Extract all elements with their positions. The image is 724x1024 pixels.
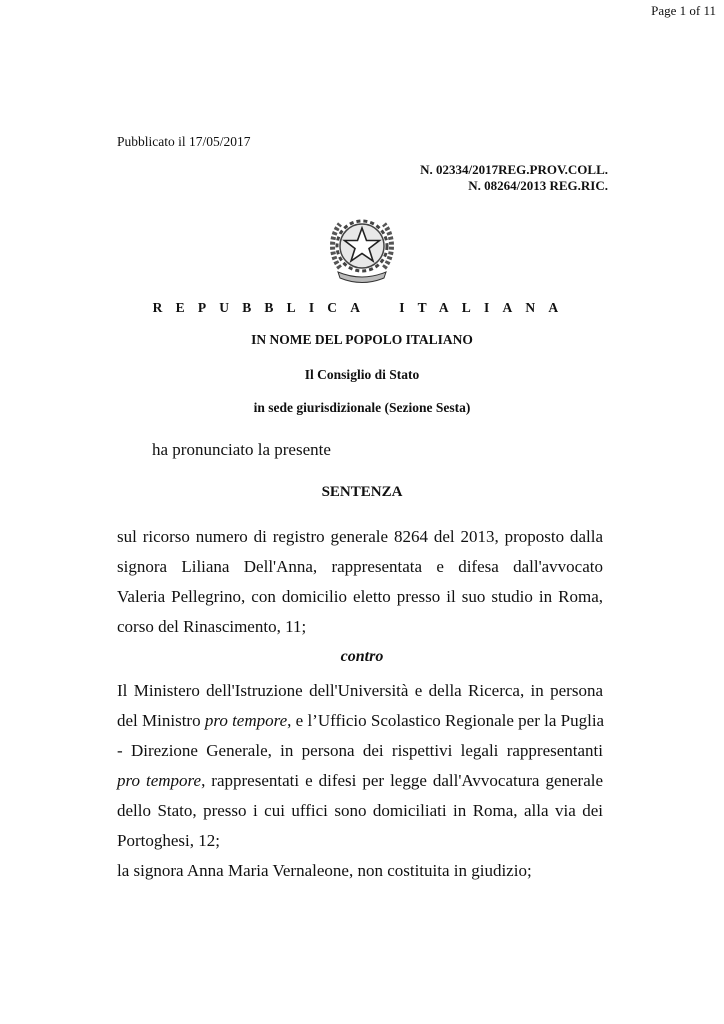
ricorso-line: signora Liliana Dell'Anna, rappresentata e difesa dall'avvocato — [117, 557, 603, 576]
ministero-line: - Direzione Generale, in persona dei rispettivi legali rappresentanti — [117, 741, 603, 760]
pro-tempore-text: pro tempore — [204, 711, 288, 730]
ministero-paragraph — [117, 676, 603, 886]
pro-tempore-text: pro tempore — [117, 771, 202, 790]
ricorso-line: corso del Rinascimento, 11; — [117, 617, 307, 636]
publication-date: Pubblicato il 17/05/2017 — [117, 134, 251, 149]
ricorso-line: Valeria Pellegrino, con domicilio eletto presso il suo studio in Roma, — [117, 587, 603, 606]
ministero-line: dello Stato, presso i cui uffici sono domiciliati in Roma, alla via dei — [117, 801, 603, 820]
in-nome-heading: IN NOME DEL POPOLO ITALIANO — [251, 332, 473, 347]
ministero-line — [117, 706, 603, 736]
sentenza-heading: SENTENZA — [321, 484, 403, 500]
ministero-line: Il Ministero dell'Istruzione dell'Università e della Ricerca, in persona — [117, 681, 603, 700]
page-number: Page 1 of 11 — [651, 3, 716, 18]
sede-heading: in sede giurisdizionale (Sezione Sesta) — [253, 400, 471, 415]
registry-prov-coll: N. 02334/2017REG.PROV.COLL. — [420, 162, 608, 177]
ministero-text: , e l’Ufficio Scolastico Regionale per la Puglia — [287, 711, 605, 730]
contro-heading: contro — [340, 648, 384, 665]
vernaleone-line: la signora Anna Maria Vernaleone, non costituita in giudizio; — [117, 861, 532, 880]
ministero-text: del Ministro — [117, 711, 205, 730]
consiglio-heading: Il Consiglio di Stato — [304, 367, 420, 382]
repubblica-italiana-heading — [0, 300, 724, 316]
ministero-text: , rappresentati e difesi per legge dall'Avvocatura generale — [201, 771, 604, 790]
ricorso-line: sul ricorso numero di registro generale 8264 del 2013, proposto dalla — [117, 527, 603, 546]
registry-numbers — [420, 162, 608, 194]
pronunciato-text: ha pronunciato la presente — [152, 440, 331, 459]
ministero-line: Portoghesi, 12; — [117, 831, 220, 850]
registry-ric: N. 08264/2013 REG.RIC. — [468, 178, 608, 193]
ministero-line — [117, 766, 603, 796]
repubblica-word: REPUBBLICA — [152, 300, 374, 315]
ricorso-paragraph — [117, 522, 603, 642]
italiana-word: ITALIANA — [399, 300, 572, 315]
italian-republic-emblem-icon — [326, 210, 398, 286]
